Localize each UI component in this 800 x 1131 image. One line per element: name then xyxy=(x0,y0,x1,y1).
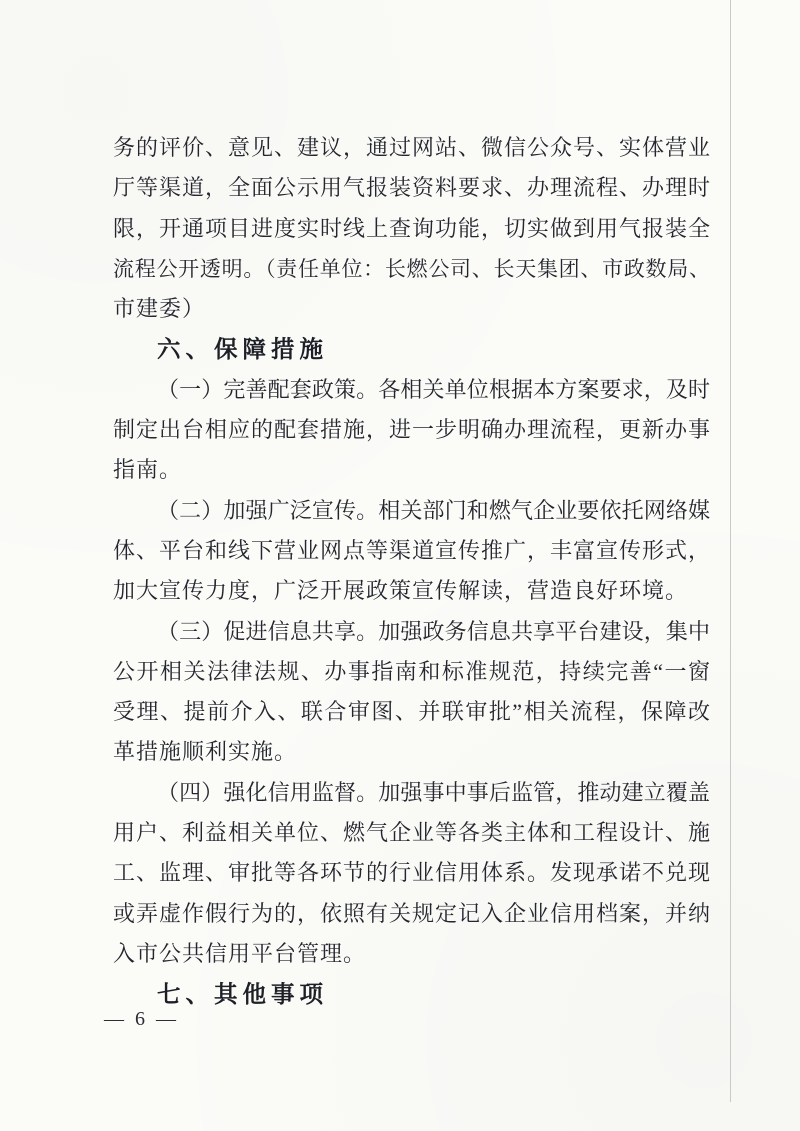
item-1-line: 制定出台相应的配套措施，进一步明确办理流程，更新办事 xyxy=(113,417,710,443)
item-2-lead: （二）加强广泛宣传。 xyxy=(157,497,379,523)
item-3-line: 受理、提前介入、联合审图、并联审批”相关流程，保障改 xyxy=(113,699,710,725)
text-run: 流程公开透明。 xyxy=(113,256,266,281)
item-3-line xyxy=(113,612,710,652)
item-2-line xyxy=(113,491,710,531)
item-4-lead: （四）强化信用监督。 xyxy=(157,779,379,805)
item-4-line: 或弄虚作假行为的，依照有关规定记入企业信用档案，并纳 xyxy=(113,900,710,926)
scan-crease-line xyxy=(730,0,731,1102)
intro-line xyxy=(113,249,710,289)
intro-line: 市建委） xyxy=(113,296,206,322)
item-4-line: 用户、利益相关单位、燃气企业等各类主体和工程设计、施 xyxy=(113,820,710,846)
item-4-line: 工、监理、审批等各环节的行业信用体系。发现承诺不兑现 xyxy=(113,860,710,886)
intro-line: 厅等渠道，全面公示用气报装资料要求、办理流程、办理时 xyxy=(113,175,710,201)
item-3-lead: （三）促进信息共享。 xyxy=(157,618,379,644)
item-4-line: 入市公共信用平台管理。 xyxy=(113,940,367,966)
text-run: 各相关单位根据本方案要求，及时 xyxy=(378,376,710,402)
intro-line: 限，开通项目进度实时线上查询功能，切实做到用气报装全 xyxy=(113,215,710,241)
text-run: 相关部门和燃气企业要依托网络媒 xyxy=(378,497,710,523)
text-run: 加强事中事后监管，推动建立覆盖 xyxy=(378,779,710,805)
item-3-line: 公开相关法律法规、办事指南和标准规范，持续完善“一窗 xyxy=(113,658,710,684)
item-1-line: 指南。 xyxy=(113,457,183,483)
page-number: — 6 — xyxy=(104,1008,179,1030)
intro-line: 务的评价、意见、建议，通过网站、微信公众号、实体营业 xyxy=(113,135,710,160)
item-2-line: 体、平台和线下营业网点等渠道宣传推广，丰富宣传形式， xyxy=(113,537,710,563)
item-1-lead: （一）完善配套政策。 xyxy=(157,376,379,402)
section-7-heading: 七、其他事项 xyxy=(157,981,328,1008)
document-body xyxy=(113,128,710,1015)
responsibility-unit-run: （责任单位：长燃公司、长天集团、市政数局、 xyxy=(265,256,711,281)
item-3-line: 革措施顺利实施。 xyxy=(113,739,298,765)
text-run: 加强政务信息共享平台建设，集中 xyxy=(378,618,710,644)
item-4-line xyxy=(113,773,710,813)
section-6-heading: 六、保障措施 xyxy=(157,336,328,363)
item-1-line xyxy=(113,370,710,410)
item-2-line: 加大宣传力度，广泛开展政策宣传解读，营造良好环境。 xyxy=(113,578,689,604)
